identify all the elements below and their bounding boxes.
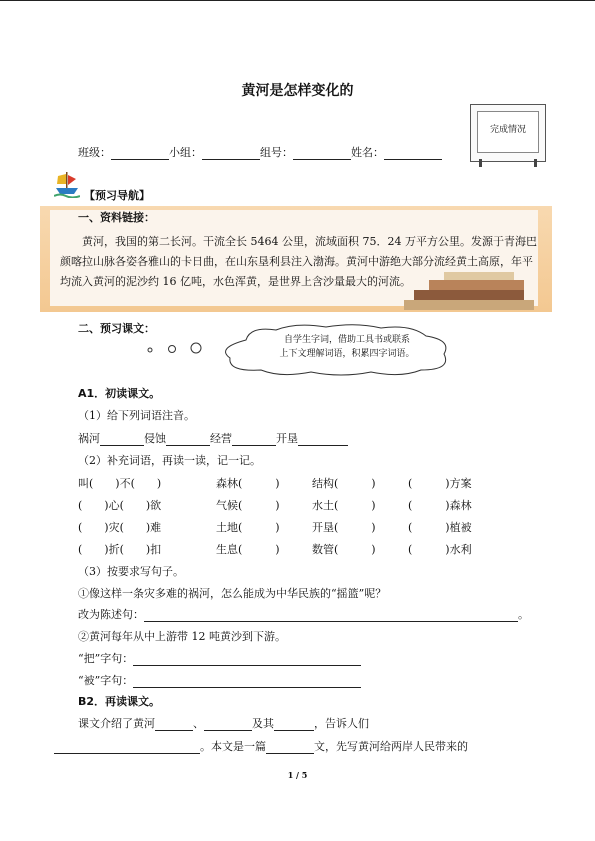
- preview-heading: 【预习导航】: [84, 189, 150, 202]
- cloud-line-2: 上下文理解词语，积累四字词语。: [279, 349, 415, 359]
- q3-prompt: （3）按要求写句子。: [78, 565, 184, 578]
- word-cell[interactable]: 森林( ): [216, 477, 280, 490]
- bei-blank[interactable]: [133, 675, 361, 688]
- page-number: 1 / 5: [287, 770, 308, 780]
- declarative-line: [78, 606, 529, 622]
- word-cell[interactable]: ( )方案: [408, 477, 472, 490]
- b2-heading: B2．再读课文。: [78, 695, 161, 708]
- b2-line-1: [78, 715, 369, 731]
- pinyin-blank-3[interactable]: [232, 433, 276, 446]
- stamp-leg-right: [534, 159, 537, 167]
- word-cell[interactable]: ( )灾( )难: [78, 521, 162, 534]
- word-cell[interactable]: ( )心( )欲: [78, 499, 162, 512]
- pinyin-line: [78, 430, 348, 446]
- ba-blank[interactable]: [133, 653, 361, 666]
- pinyin-blank-1[interactable]: [100, 433, 144, 446]
- top-rule: [0, 0, 595, 1]
- b2-blank-3[interactable]: [274, 718, 314, 731]
- b2-blank-2[interactable]: [204, 718, 252, 731]
- word-cell[interactable]: ( )植被: [408, 521, 472, 534]
- b2-text-e: 。本文是一篇: [200, 740, 266, 753]
- word-cell[interactable]: ( )森林: [408, 499, 472, 512]
- reference-paragraph: 黄河，我国的第二长河。干流全长 5464 公里，流域面积 75．24 万平方公里。发源于青海巴颜喀拉山脉各姿各雅山的卡日曲，在山东垦利县注入渤海。黄河中游绝大部分流经黄土高原，年平均流入黄河的泥沙约 16 亿吨，水色浑黄，是世界上含沙量最大的河流。: [60, 235, 537, 288]
- b2-blank-5[interactable]: [266, 741, 314, 754]
- stamp-label: 完成情况: [489, 125, 526, 135]
- b2-text-a: 课文介绍了黄河: [78, 717, 155, 730]
- pinyin-blank-2[interactable]: [166, 433, 210, 446]
- q2-prompt: （2）补充词语，再读一读，记一记。: [78, 454, 261, 467]
- bei-label: “被”字句：: [78, 674, 134, 687]
- q1-prompt: （1）给下列词语注音。: [78, 409, 195, 422]
- b2-text-f: 文，先写黄河给两岸人民带来的: [314, 740, 468, 753]
- word-cell[interactable]: 结构( ): [312, 477, 376, 490]
- word-row-1: [78, 475, 518, 489]
- b2-text-b: 、: [193, 717, 204, 730]
- word-row-3: [78, 519, 518, 533]
- word-row-2: [78, 497, 518, 511]
- cloud-line-1: 自学生字词，借助工具书或联系: [283, 335, 410, 345]
- word-cell[interactable]: 气候( ): [216, 499, 280, 512]
- stamp-leg-left: [479, 159, 482, 167]
- sentence-2: ②黄河每年从中上游带 12 吨黄沙到下游。: [78, 630, 286, 643]
- b2-text-d: ，告诉人们: [314, 717, 369, 730]
- word-cell[interactable]: 叫( )不( ): [78, 477, 162, 490]
- page-title: 黄河是怎样变化的: [241, 83, 354, 99]
- sentence-1: ①像这样一条灾多难的祸河，怎么能成为中华民族的“摇篮”呢？: [78, 587, 387, 600]
- number-label: 组号：: [260, 146, 293, 159]
- name-blank[interactable]: [384, 147, 442, 160]
- group-blank[interactable]: [202, 147, 260, 160]
- declarative-label: 改为陈述句：: [78, 608, 144, 621]
- ba-line: [78, 650, 361, 666]
- word-1: 祸河: [78, 432, 100, 445]
- word-3: 经营: [210, 432, 232, 445]
- word-cell[interactable]: 生息( ): [216, 543, 280, 556]
- a1-heading: A1．初读课文。: [78, 387, 161, 400]
- word-cell[interactable]: 土地( ): [216, 521, 280, 534]
- class-blank[interactable]: [111, 147, 169, 160]
- word-cell[interactable]: 数管( ): [312, 543, 376, 556]
- number-blank[interactable]: [293, 147, 351, 160]
- word-cell[interactable]: ( )折( )扣: [78, 543, 162, 556]
- word-2: 侵蚀: [144, 432, 166, 445]
- b2-blank-4[interactable]: [54, 741, 200, 754]
- section2-heading: 二、预习课文：: [78, 322, 155, 335]
- declarative-end: 。: [518, 608, 529, 621]
- stamp-board: [477, 111, 539, 153]
- class-label: 班级：: [78, 146, 111, 159]
- ba-label: “把”字句：: [78, 652, 134, 665]
- pinyin-blank-4[interactable]: [298, 433, 348, 446]
- name-label: 姓名：: [351, 146, 384, 159]
- word-4: 开垦: [276, 432, 298, 445]
- section1-heading: 一、资料链接：: [78, 211, 155, 224]
- declarative-blank[interactable]: [144, 609, 518, 622]
- sailboat-icon: [54, 170, 80, 198]
- cloud-text: [252, 333, 442, 361]
- group-label: 小组：: [169, 146, 202, 159]
- b2-line-2: [54, 738, 468, 754]
- word-cell[interactable]: ( )水利: [408, 543, 472, 556]
- b2-text-c: 及其: [252, 717, 274, 730]
- completion-stamp: [470, 104, 546, 162]
- student-info-line: [78, 144, 442, 160]
- b2-blank-1[interactable]: [155, 718, 193, 731]
- thought-bubble-circles: [146, 340, 216, 356]
- bei-line: [78, 672, 361, 688]
- word-cell[interactable]: 开垦( ): [312, 521, 376, 534]
- word-row-4: [78, 541, 518, 555]
- word-cell[interactable]: 水土( ): [312, 499, 376, 512]
